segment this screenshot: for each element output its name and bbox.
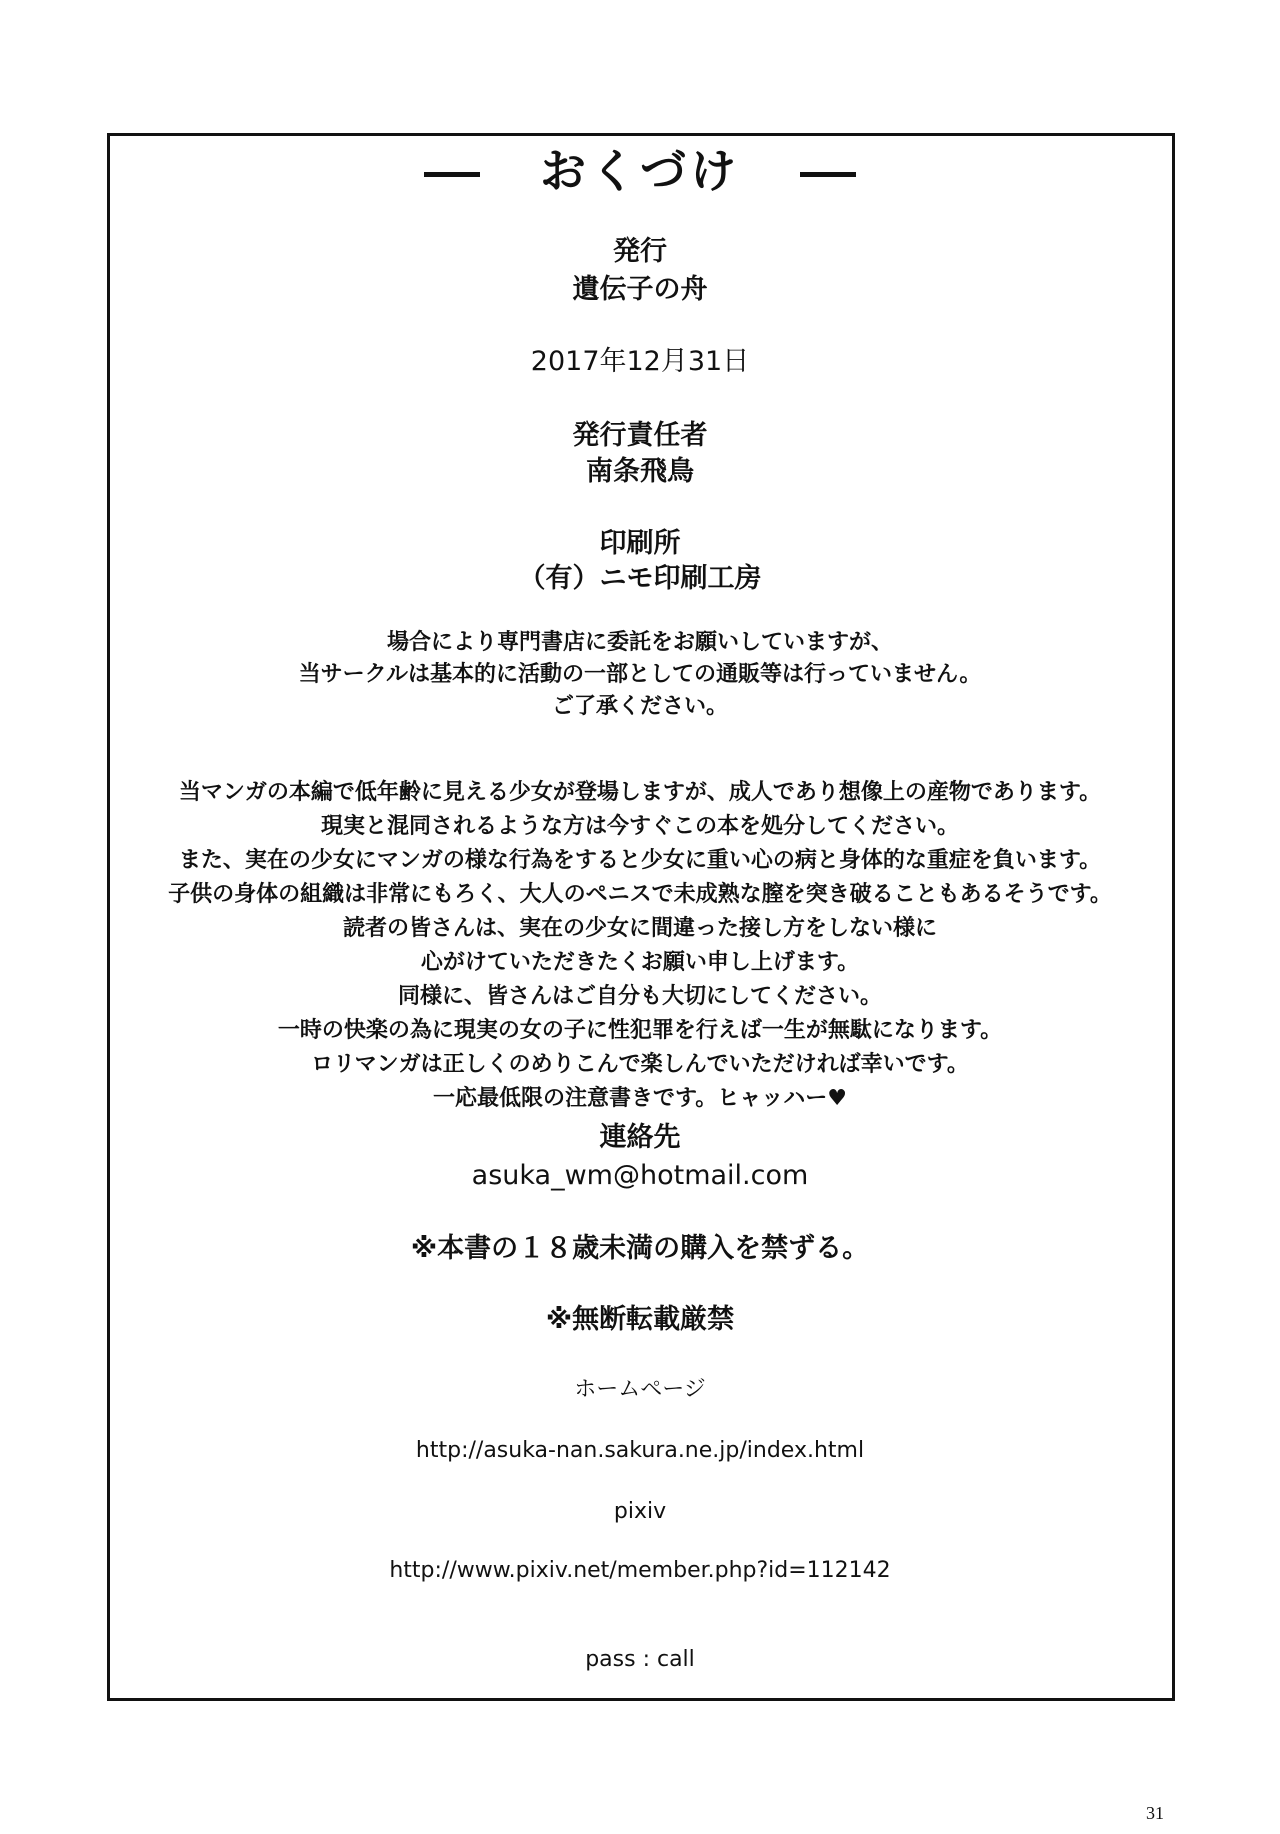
title-text: おくづけ (540, 144, 740, 198)
age-restriction-notice: ※本書の１８歳未満の購入を禁ずる。 (410, 1233, 870, 1264)
notice2-line: 一応最低限の注意書きです。ヒャッハー♥ (433, 1086, 847, 1111)
dash-right (800, 172, 856, 177)
publisher-label: 発行 (613, 236, 667, 267)
dash-left (424, 172, 480, 177)
notice2-line: 読者の皆さんは、実在の少女に間違った接し方をしない様に (342, 916, 937, 941)
notice2-line: 現実と混同されるような方は今すぐこの本を処分してください。 (320, 814, 959, 839)
no-reprint-notice: ※無断転載厳禁 (545, 1304, 735, 1335)
contact-label: 連絡先 (599, 1122, 681, 1153)
notice2-line: 同様に、皆さんはご自分も大切にしてください。 (397, 984, 882, 1009)
notice2-line: 心がけていただきたくお願い申し上げます。 (420, 950, 860, 975)
pixiv-url[interactable]: http://www.pixiv.net/member.php?id=112142 (389, 1558, 891, 1583)
issue-date: 2017年12月31日 (530, 346, 750, 377)
publisher: 遺伝子の舟 (572, 274, 708, 305)
notice2-line: ロリマンガは正しくのめりこんで楽しんでいただければ幸いです。 (311, 1052, 969, 1077)
notice1-line: 当サークルは基本的に活動の一部としての通販等は行っていません。 (298, 662, 982, 687)
notice1-line: 場合により専門書店に委託をお願いしていますが、 (386, 630, 893, 655)
notice2-line: 一時の快楽の為に現実の女の子に性犯罪を行えば一生が無駄になります。 (277, 1018, 1003, 1043)
responsible-label: 発行責任者 (572, 420, 708, 451)
homepage-label: ホームページ (574, 1377, 706, 1402)
notice2-line: 当マンガの本編で低年齢に見える少女が登場しますが、成人であり想像上の産物であります。 (178, 780, 1102, 805)
pixiv-label: pixiv (613, 1499, 667, 1524)
contact-email[interactable]: asuka_wm@hotmail.com (471, 1160, 809, 1191)
notice2-line: 子供の身体の組織は非常にもろく、大人のペニスで未成熟な膣を突き破ることもあるそうです。 (168, 882, 1112, 907)
colophon-title (0, 144, 1280, 198)
responsible-person: 南条飛鳥 (586, 456, 694, 487)
homepage-url[interactable]: http://asuka-nan.sakura.ne.jp/index.html (415, 1438, 865, 1463)
printer: （有）ニモ印刷工房 (518, 563, 762, 594)
printer-label: 印刷所 (599, 528, 681, 559)
password: pass : call (585, 1647, 695, 1672)
notice1-line: ご了承ください。 (551, 694, 728, 719)
notice2-line: また、実在の少女にマンガの様な行為をすると少女に重い心の病と身体的な重症を負います。 (178, 848, 1102, 873)
page-number: 31 (1146, 1803, 1164, 1823)
